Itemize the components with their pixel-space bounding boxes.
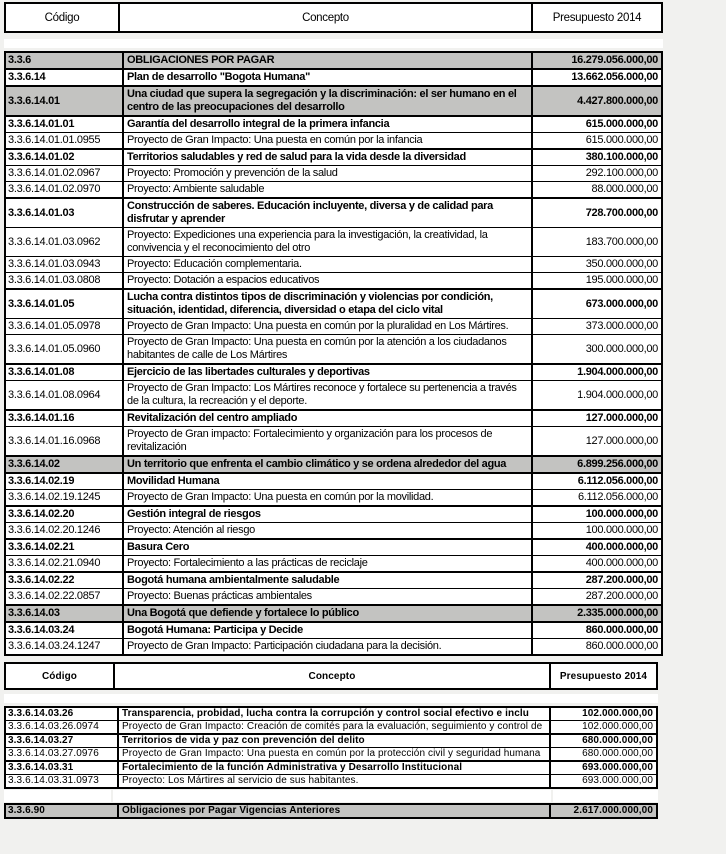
table-row: [6, 604, 661, 621]
value-cell: 728.700.000,00: [585, 206, 658, 219]
value-cell: 2.617.000.000,00: [573, 805, 653, 816]
code-cell: 3.3.6.14.02.19: [6, 474, 124, 489]
concept-cell: Proyecto de Gran Impacto: Los Mártires reconoce y fortalece su pertenencia a través de la cultura, la recreación y el deporte.: [124, 381, 533, 409]
table-row: [6, 165, 661, 181]
code-cell: 3.3.6.14.03.31.0973: [6, 775, 119, 787]
concept-cell: Proyecto de Gran Impacto: Una puesta en común por la infancia: [124, 133, 533, 148]
column-header-codigo: Código: [6, 4, 120, 31]
table-rows-container: [4, 51, 663, 656]
code-cell: 3.3.6.14.02.22: [6, 573, 124, 588]
concept-cell: Gestión integral de riesgos: [124, 507, 533, 522]
code-cell: 3.3.6.14.03: [6, 606, 124, 621]
concept-cell: Bogotá Humana: Participa y Decide: [124, 623, 533, 638]
value-cell: 6.899.256.000,00: [577, 458, 658, 470]
concept-cell: Proyecto de Gran Impacto: Una puesta en común por la pluralidad en Los Mártires.: [124, 319, 533, 334]
code-cell: 3.3.6.14.02.20.1246: [6, 523, 124, 538]
value-cell: 4.427.800.000,00: [577, 94, 658, 107]
table-row: [6, 132, 661, 148]
table-row: [6, 505, 661, 522]
value-cell: 287.200.000,00: [585, 574, 658, 586]
concept-cell: Construcción de saberes. Educación incluyente, diversa y de calidad para disfrutar y aprender: [124, 199, 533, 227]
code-cell: 3.3.6.14.01.05: [6, 290, 124, 318]
value-cell: 195.000.000,00: [585, 274, 658, 286]
value-cell: 100.000.000,00: [585, 508, 658, 520]
table-row: [6, 760, 656, 774]
code-cell: 3.3.6.14.01.03: [6, 199, 124, 227]
concept-cell: Territorios saludables y red de salud para la vida desde la diversidad: [124, 150, 533, 165]
table-row: [6, 85, 661, 115]
table-header-row: [4, 2, 663, 33]
column-header-codigo: Código: [6, 664, 115, 688]
column-header-presupuesto: Presupuesto 2014: [559, 670, 648, 682]
table-row: [6, 733, 656, 747]
concept-cell: Proyecto: Dotación a espacios educativos: [124, 273, 533, 288]
table-row: [6, 181, 661, 197]
concept-cell: Fortalecimiento de la función Administrativa y Desarrollo Institucional: [119, 762, 551, 774]
value-cell: 292.100.000,00: [585, 167, 658, 179]
code-cell: 3.3.6.14.01.02: [6, 150, 124, 165]
concept-cell: Garantía del desarrollo integral de la primera infancia: [124, 117, 533, 132]
budget-table-lower: [4, 662, 658, 819]
table-row: [6, 53, 661, 68]
code-cell: 3.3.6.14.01.01: [6, 117, 124, 132]
concept-cell: Proyecto de Gran Impacto: Una puesta en común por la atención a los ciudadanos habitantes de calle de Los Mártires: [124, 335, 533, 363]
value-cell: 673.000.000,00: [585, 297, 658, 310]
table-row: [6, 334, 661, 363]
value-cell: 127.000.000,00: [585, 434, 658, 447]
code-cell: 3.3.6.14.02.19.1245: [6, 490, 124, 505]
concept-cell: Una Bogotá que defiende y fortalece lo público: [124, 606, 533, 621]
value-cell: 13.662.056.000,00: [571, 71, 658, 83]
value-cell: 102.000.000,00: [582, 721, 653, 732]
value-cell: 6.112.056.000,00: [577, 475, 658, 487]
concept-cell: Transparencia, probidad, lucha contra la corrupción y control social efectivo e inclu: [119, 708, 551, 720]
value-cell: 615.000.000,00: [585, 134, 658, 146]
table-row: [6, 747, 656, 760]
concept-cell: Proyecto de Gran Impacto: Participación ciudadana para la decisión.: [124, 639, 533, 654]
table-row: [6, 708, 656, 720]
table-row: [6, 380, 661, 409]
table-row: [6, 318, 661, 334]
value-cell: 287.200.000,00: [585, 590, 658, 602]
table-row: [6, 426, 661, 455]
value-cell: 680.000.000,00: [582, 748, 653, 759]
table-row: [6, 720, 656, 733]
value-cell: 400.000.000,00: [585, 557, 658, 569]
value-cell: 400.000.000,00: [585, 541, 658, 553]
table-rows-container: [4, 706, 658, 819]
concept-cell: Proyecto: Los Mártires al servicio de sus habitantes.: [119, 775, 551, 787]
empty-cell: [4, 790, 111, 802]
code-cell: 3.3.6: [6, 53, 124, 68]
table-row: [6, 409, 661, 426]
value-cell: 1.904.000.000,00: [577, 366, 658, 378]
table-row: [6, 638, 661, 654]
concept-cell: Proyecto: Ambiente saludable: [124, 182, 533, 197]
code-cell: 3.3.6.14.01.03.0962: [6, 228, 124, 256]
concept-cell: Proyecto de Gran Impacto: Creación de comités para la evaluación, seguimiento y control de: [119, 721, 551, 733]
concept-cell: Movilidad Humana: [124, 474, 533, 489]
table-row: [6, 148, 661, 165]
table-row: [6, 621, 661, 638]
empty-row: [4, 790, 658, 802]
concept-cell: Bogotá humana ambientalmente saludable: [124, 573, 533, 588]
code-cell: 3.3.6.14.02.20: [6, 507, 124, 522]
concept-cell: Territorios de vida y paz con prevención del delito: [119, 735, 551, 747]
code-cell: 3.3.6.14.01.05.0960: [6, 335, 124, 363]
table-row: [6, 489, 661, 505]
concept-cell: Proyecto de Gran impacto: Fortalecimiento y organización para los procesos de revitalización: [124, 427, 533, 455]
code-cell: 3.3.6.14.02.21.0940: [6, 556, 124, 571]
code-cell: 3.3.6.14.01: [6, 87, 124, 115]
code-cell: 3.3.6.14: [6, 70, 124, 85]
concept-cell: Basura Cero: [124, 540, 533, 555]
concept-cell: Plan de desarrollo "Bogota Humana": [124, 70, 533, 85]
value-cell: 860.000.000,00: [585, 640, 658, 652]
code-cell: 3.3.6.14.01.03.0943: [6, 257, 124, 272]
concept-cell: Proyecto: Expediciones una experiencia para la investigación, la creatividad, la convivencia y el reconocimiento del otro: [124, 228, 533, 256]
code-cell: 3.3.6.90: [6, 805, 119, 817]
empty-row: [4, 39, 663, 48]
code-cell: 3.3.6.14.02: [6, 457, 124, 472]
code-cell: 3.3.6.14.03.24.1247: [6, 639, 124, 654]
table-row: [6, 455, 661, 472]
table-row: [6, 256, 661, 272]
table-row: [6, 272, 661, 288]
code-cell: 3.3.6.14.01.03.0808: [6, 273, 124, 288]
concept-cell: OBLIGACIONES POR PAGAR: [124, 53, 533, 68]
concept-cell: Proyecto: Fortalecimiento a las prácticas de reciclaje: [124, 556, 533, 571]
table-row: [6, 197, 661, 227]
concept-cell: Proyecto: Atención al riesgo: [124, 523, 533, 538]
value-cell: 693.000.000,00: [582, 762, 653, 773]
column-header-presupuesto: Presupuesto 2014: [552, 11, 642, 24]
value-cell: 6.112.056.000,00: [577, 491, 658, 503]
code-cell: 3.3.6.14.03.26.0974: [6, 721, 119, 733]
table-row: [6, 774, 656, 787]
code-cell: 3.3.6.14.02.21: [6, 540, 124, 555]
table-row: [6, 363, 661, 380]
value-cell: 127.000.000,00: [585, 412, 658, 424]
code-cell: 3.3.6.14.01.08.0964: [6, 381, 124, 409]
value-cell: 350.000.000,00: [585, 258, 658, 270]
table-row: [6, 588, 661, 604]
table-row: [6, 805, 656, 817]
code-cell: 3.3.6.14.01.01.0955: [6, 133, 124, 148]
value-cell: 1.904.000.000,00: [577, 388, 658, 401]
code-cell: 3.3.6.14.01.08: [6, 365, 124, 380]
table-header-row: [4, 662, 658, 690]
table-row: [6, 571, 661, 588]
value-cell: 693.000.000,00: [582, 775, 653, 786]
value-cell: 100.000.000,00: [585, 524, 658, 536]
code-cell: 3.3.6.14.03.27: [6, 735, 119, 747]
concept-cell: Obligaciones por Pagar Vigencias Anteriores: [119, 805, 551, 817]
column-header-concepto: Concepto: [120, 4, 533, 31]
value-cell: 380.100.000,00: [585, 151, 658, 163]
code-cell: 3.3.6.14.01.02.0970: [6, 182, 124, 197]
code-cell: 3.3.6.14.03.24: [6, 623, 124, 638]
concept-cell: Un territorio que enfrenta el cambio climático y se ordena alrededor del agua: [124, 457, 533, 472]
table-row: [6, 115, 661, 132]
value-cell: 300.000.000,00: [585, 342, 658, 355]
value-cell: 860.000.000,00: [585, 624, 658, 636]
code-cell: 3.3.6.14.03.31: [6, 762, 119, 774]
value-cell: 16.279.056.000,00: [571, 54, 658, 66]
code-cell: 3.3.6.14.03.26: [6, 708, 119, 720]
table-row: [6, 472, 661, 489]
value-cell: 88.000.000,00: [591, 183, 658, 195]
code-cell: 3.3.6.14.01.02.0967: [6, 166, 124, 181]
concept-cell: Lucha contra distintos tipos de discriminación y violencias por condición, situación, identidad, diferencia, diversidad o etapa del ciclo vital: [124, 290, 533, 318]
code-cell: 3.3.6.14.03.27.0976: [6, 748, 119, 760]
empty-cell: [113, 790, 551, 802]
table-row: [6, 555, 661, 571]
table-row: [6, 522, 661, 538]
concept-cell: Ejercicio de las libertades culturales y deportivas: [124, 365, 533, 380]
value-cell: 102.000.000,00: [582, 708, 653, 719]
value-cell: 2.335.000.000,00: [577, 607, 658, 619]
concept-cell: Proyecto de Gran Impacto: Una puesta en común por la protección civil y seguridad humana: [119, 748, 551, 760]
table-body: [4, 803, 658, 819]
concept-cell: Revitalización del centro ampliado: [124, 411, 533, 426]
value-cell: 680.000.000,00: [582, 735, 653, 746]
concept-cell: Proyecto: Buenas prácticas ambientales: [124, 589, 533, 604]
value-cell: 183.700.000,00: [585, 235, 658, 248]
code-cell: 3.3.6.14.01.05.0978: [6, 319, 124, 334]
code-cell: 3.3.6.14.01.16.0968: [6, 427, 124, 455]
table-body: [4, 51, 663, 656]
code-cell: 3.3.6.14.01.16: [6, 411, 124, 426]
concept-cell: Proyecto de Gran Impacto: Una puesta en común por la movilidad.: [124, 490, 533, 505]
column-header-concepto: Concepto: [115, 664, 551, 688]
table-row: [6, 227, 661, 256]
budget-table-upper: [4, 2, 663, 656]
empty-row: [4, 694, 658, 703]
table-row: [6, 288, 661, 318]
code-cell: 3.3.6.14.02.22.0857: [6, 589, 124, 604]
value-cell: 373.000.000,00: [585, 320, 658, 332]
concept-cell: Proyecto: Promoción y prevención de la salud: [124, 166, 533, 181]
concept-cell: Una ciudad que supera la segregación y la discriminación: el ser humano en el centro de las preocupaciones del desarrollo: [124, 87, 533, 115]
table-body: [4, 706, 658, 789]
value-cell: 615.000.000,00: [585, 118, 658, 130]
table-row: [6, 538, 661, 555]
empty-cell: [553, 790, 658, 802]
table-row: [6, 68, 661, 85]
concept-cell: Proyecto: Educación complementaria.: [124, 257, 533, 272]
